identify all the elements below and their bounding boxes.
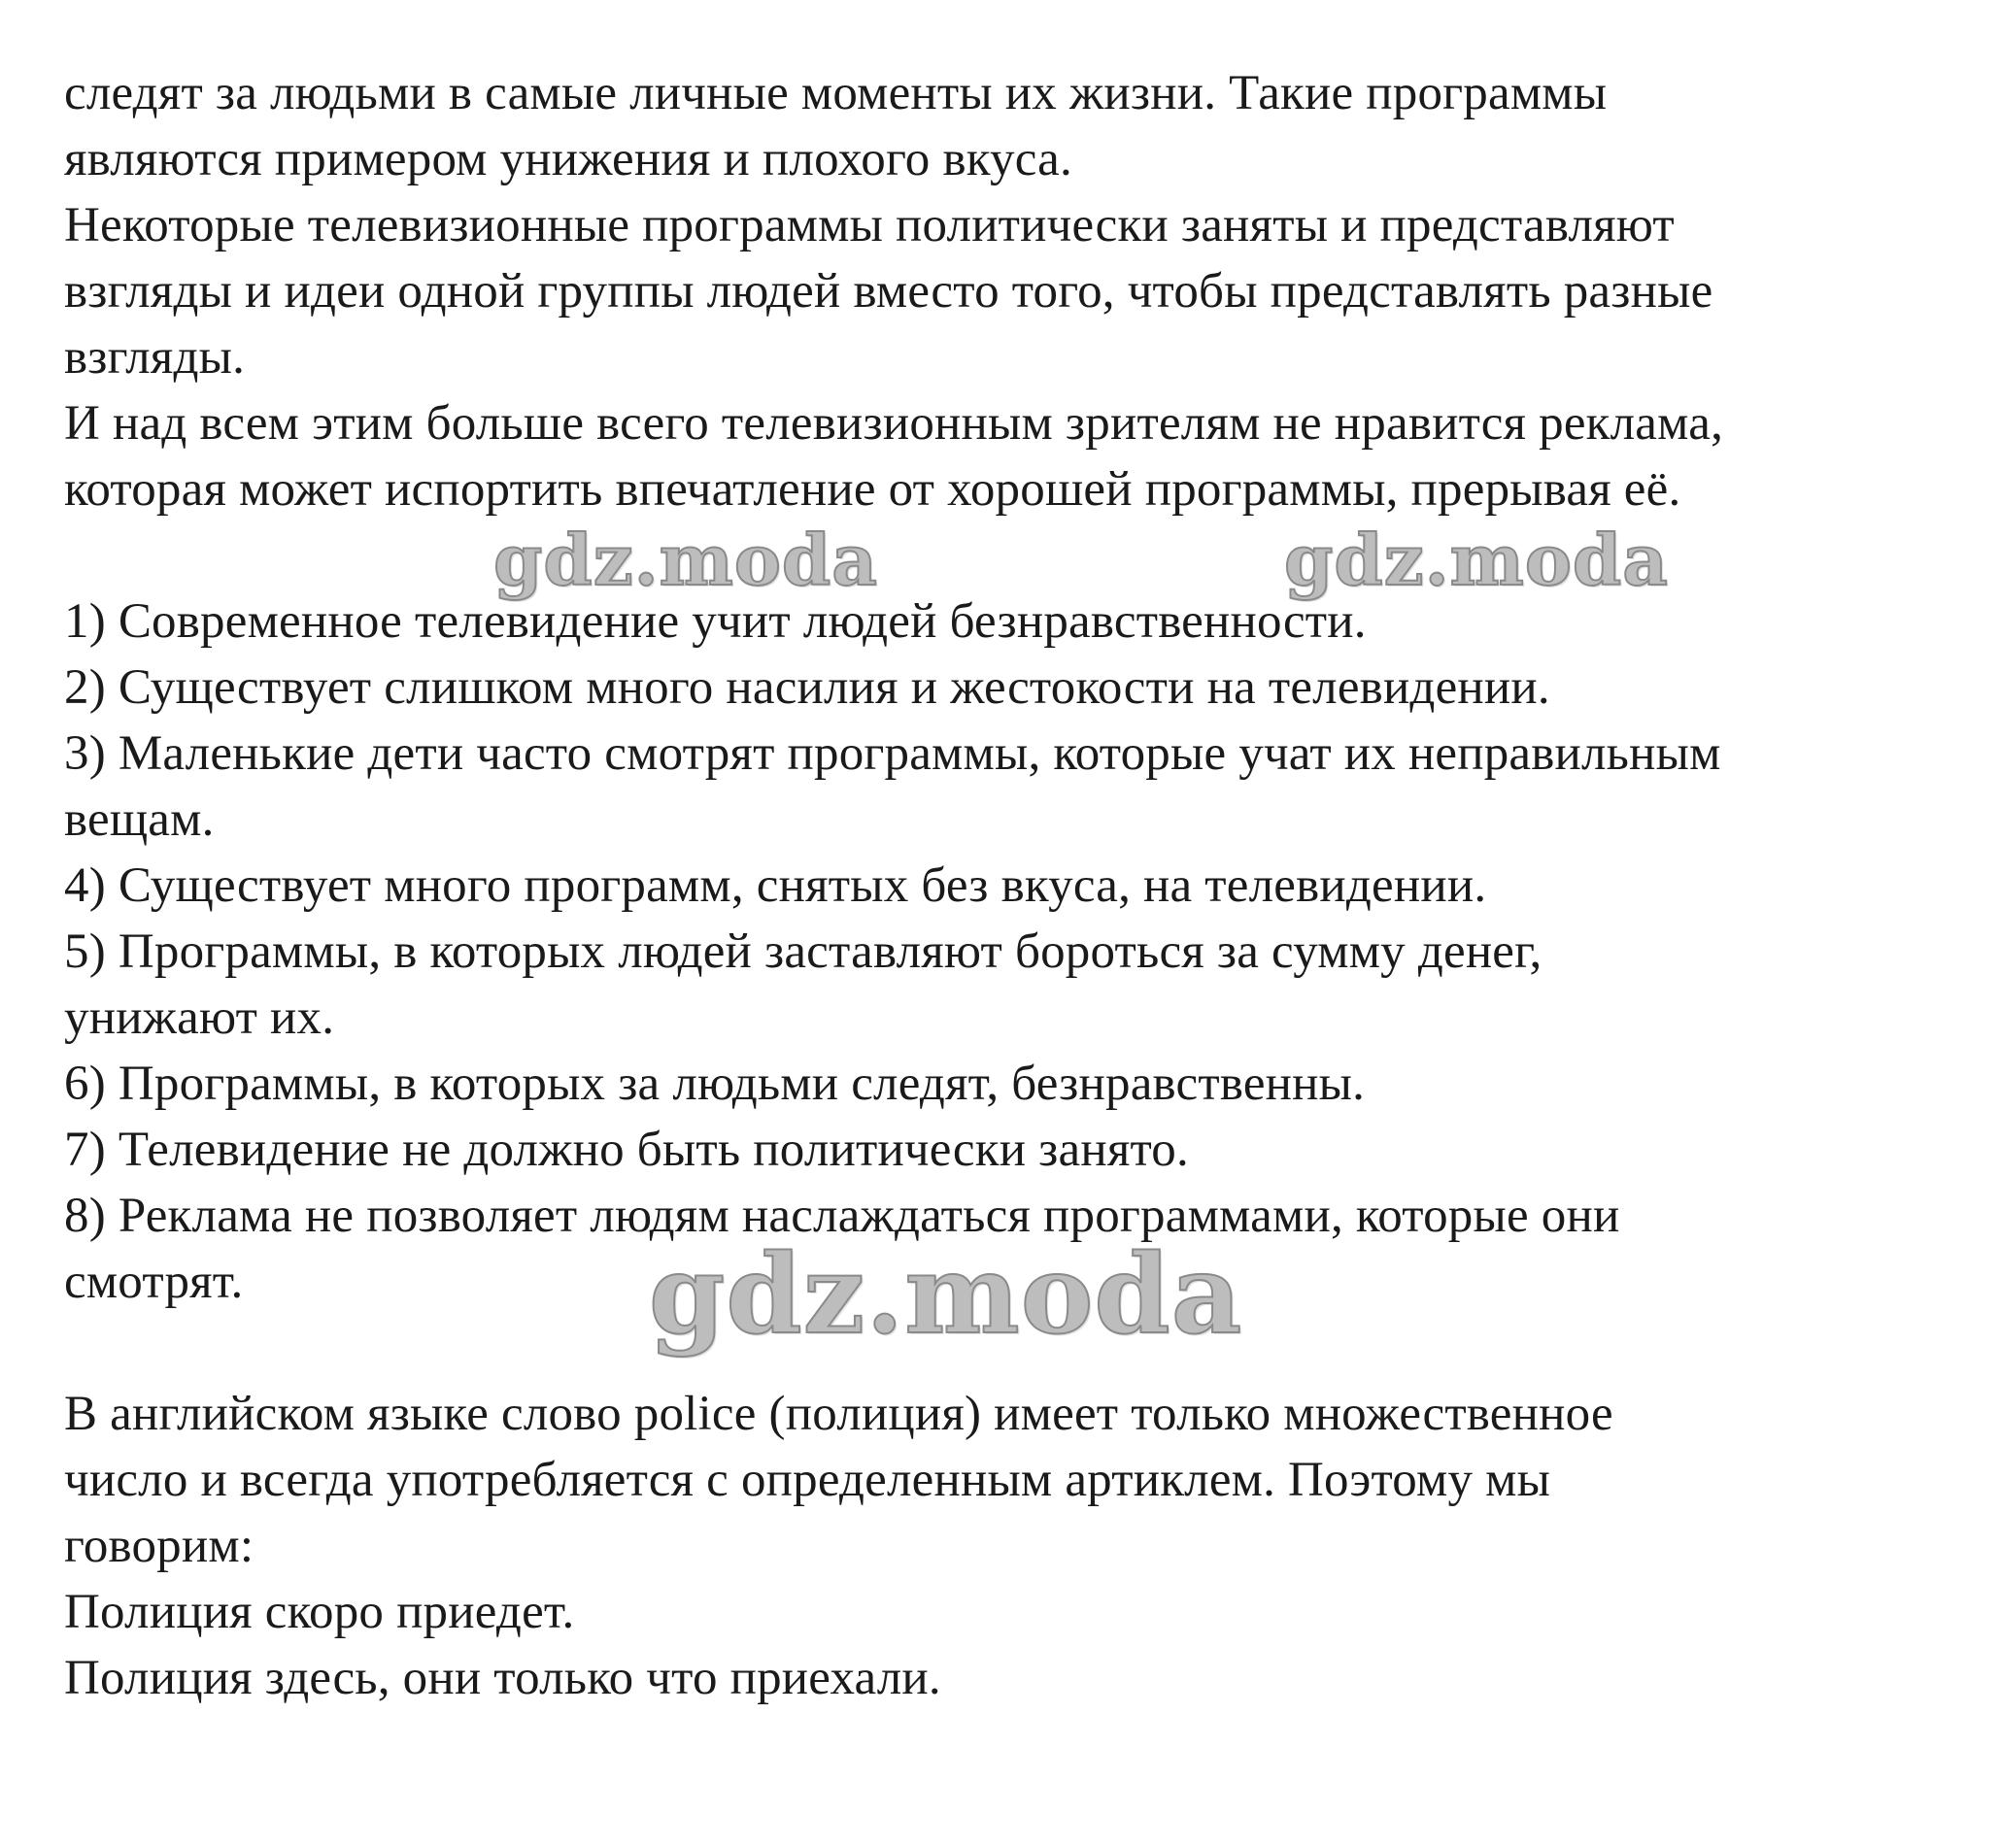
note-line: В английском языке слово police (полиция) имеет только множественное	[64, 1387, 1613, 1441]
text-line: И над всем этим больше всего телевизионным зрителям не нравится реклама,	[64, 396, 1724, 451]
spacer	[64, 522, 1968, 588]
text-line: взгляды и идеи одной группы людей вместо того, чтобы представлять разные	[64, 264, 1713, 319]
note-line: Полиция здесь, они только что приехали.	[64, 1651, 941, 1705]
text-line: Некоторые телевизионные программы политически заняты и представляют	[64, 198, 1675, 252]
text-line: которая может испортить впечатление от хорошей программы, прерывая её.	[64, 462, 1681, 517]
watermark: gdz.moda	[1284, 519, 1669, 601]
statement-line: 8) Реклама не позволяет людям наслаждаться программами, которые они	[64, 1189, 1620, 1243]
watermark: gdz.moda	[649, 1231, 1243, 1359]
statement-line: 2) Существует слишком много насилия и жестокости на телевидении.	[64, 660, 1550, 715]
text-line: следят за людьми в самые личные моменты их жизни. Такие программы	[64, 66, 1608, 120]
statement-line: смотрят.	[64, 1255, 244, 1309]
statement-line: 6) Программы, в которых за людьми следят, безнравственны.	[64, 1057, 1366, 1111]
note-line: говорим:	[64, 1519, 254, 1573]
statement-line: унижают их.	[64, 991, 335, 1045]
note-line: число и всегда употребляется с определенным артиклем. Поэтому мы	[64, 1453, 1551, 1507]
document-page	[64, 60, 1968, 1711]
statement-line: 7) Телевидение не должно быть политически занято.	[64, 1123, 1189, 1177]
statement-line: 4) Существует много программ, снятых без вкуса, на телевидении.	[64, 858, 1487, 913]
statement-line: 5) Программы, в которых людей заставляют бороться за сумму денег,	[64, 924, 1542, 979]
statement-line: 3) Маленькие дети часто смотрят программы, которые учат их неправильным	[64, 726, 1721, 781]
note-line: Полиция скоро приедет.	[64, 1585, 575, 1639]
text-line: взгляды.	[64, 330, 246, 385]
text-line: являются примером унижения и плохого вкуса.	[64, 132, 1072, 186]
statement-line: 1) Современное телевидение учит людей безнравственности.	[64, 594, 1367, 649]
watermark: gdz.moda	[493, 519, 878, 601]
statement-line: вещам.	[64, 792, 215, 847]
